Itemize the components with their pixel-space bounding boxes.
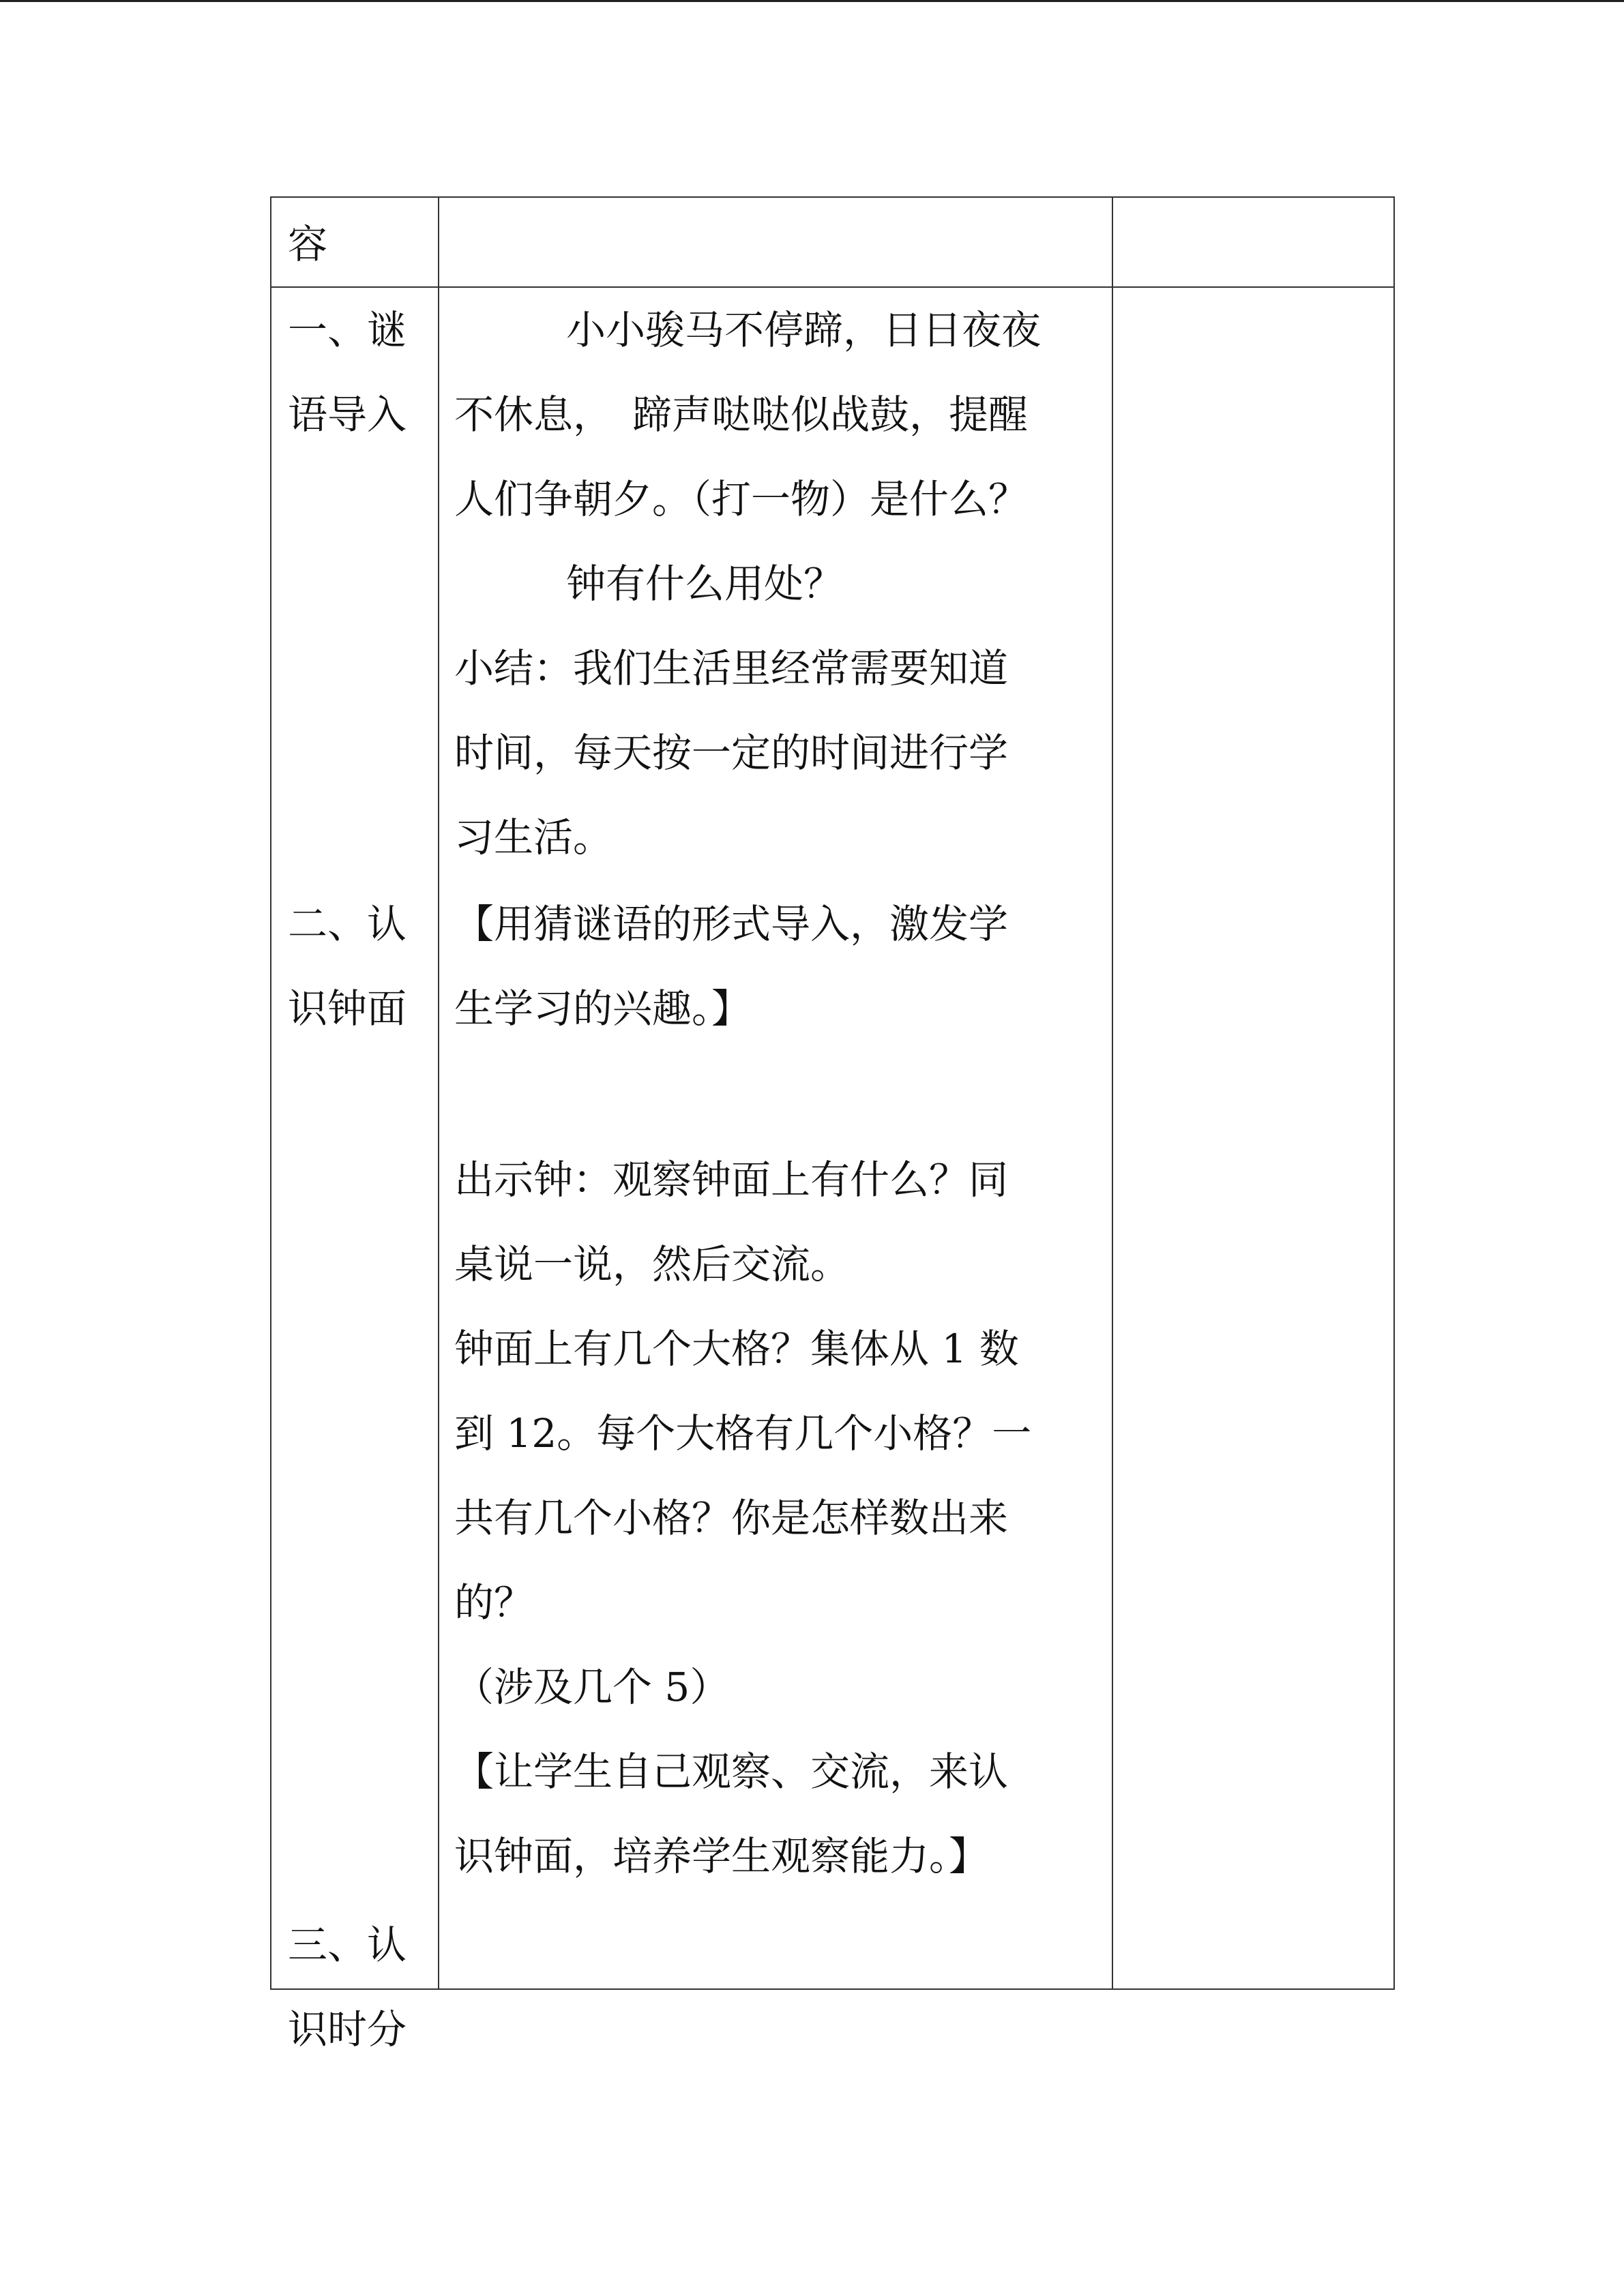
table-body-row xyxy=(271,287,1394,1989)
summary-line-3: 习生活。 xyxy=(454,814,613,861)
lesson-plan-table xyxy=(270,196,1395,2053)
page-top-border xyxy=(0,0,1624,2)
header-notes-cell xyxy=(1112,197,1394,287)
count-line-5: （涉及几个 5） xyxy=(454,1664,730,1710)
riddle-line-1: 小小骏马不停蹄，日日夜夜 xyxy=(566,307,1042,353)
count-line-3: 共有几个小格？你是怎样数出来 xyxy=(454,1495,1009,1541)
summary-line-2: 时间，每天按一定的时间进行学 xyxy=(454,730,1009,776)
show-clock-line-2: 桌说一说，然后交流。 xyxy=(454,1241,851,1287)
section1-label-line2: 语导入 xyxy=(288,391,407,438)
count-line-1: 钟面上有几个大格？集体从 1 数 xyxy=(454,1326,1019,1372)
section3-label-line2: 识时分 xyxy=(288,2006,407,2053)
design-note-2-line-1: 【让学生自己观察、交流，来认 xyxy=(454,1748,1009,1795)
design-note-1-line-2: 生学习的兴趣。】 xyxy=(454,985,752,1032)
header-label-cell xyxy=(271,197,439,287)
design-note-1-line-1: 【用猜谜语的形式导入，激发学 xyxy=(454,901,1009,947)
riddle-line-2: 不休息， 蹄声哒哒似战鼓，提醒 xyxy=(454,391,1029,438)
section1-label-line1: 一、谜 xyxy=(288,307,407,353)
section2-label-line2: 识钟面 xyxy=(288,985,407,1032)
section3-label-line1: 三、认 xyxy=(288,1922,407,1968)
notes-cell xyxy=(1112,287,1394,1989)
question-line: 钟有什么用处？ xyxy=(566,561,844,607)
section-label-cell xyxy=(271,287,439,2053)
show-clock-line-1: 出示钟：观察钟面上有什么？同 xyxy=(454,1157,1009,1203)
summary-line-1: 小结：我们生活里经常需要知道 xyxy=(454,645,1009,691)
count-line-2: 到 12。每个大格有几个小格？一 xyxy=(454,1410,1032,1457)
header-content-cell xyxy=(439,197,1112,287)
teaching-content-cell xyxy=(439,287,1112,1989)
section2-label-line1: 二、认 xyxy=(288,901,407,947)
header-label-text: 容 xyxy=(288,221,328,267)
table-header-row xyxy=(271,197,1394,287)
design-note-2-line-2: 识钟面，培养学生观察能力。】 xyxy=(454,1833,989,1879)
riddle-line-3: 人们争朝夕。（打一物）是什么？ xyxy=(454,476,1029,522)
count-line-4: 的？ xyxy=(454,1579,534,1626)
